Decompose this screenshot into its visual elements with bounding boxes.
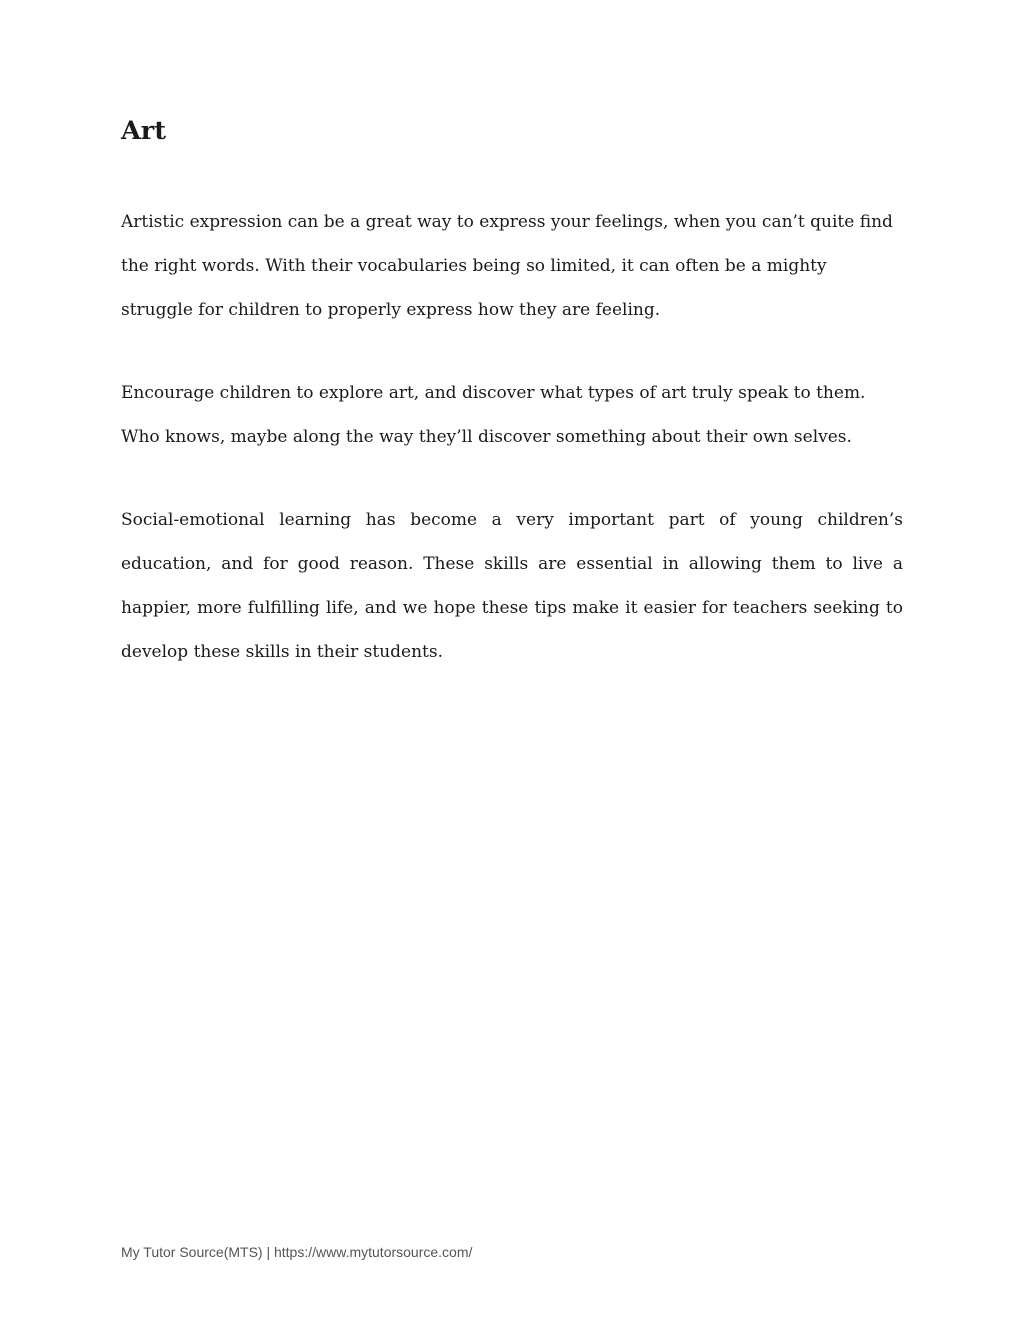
paragraph-social-emotional-learning: Social-emotional learning has become a very important part of young children’s education, and for good reason. These skills are essential in allowing them to live a happier, more fulfilling life, and we hope these tips make it easier for teachers seeking to develop these skills in their students. [121,510,903,662]
paragraph-artistic-expression: Artistic expression can be a great way to express your feelings, when you can’t quite find the right words. With their vocabularies being so limited, it can often be a mighty struggle for children to properly express how they are feeling. [121,212,893,320]
section-heading: Art [121,116,166,146]
document-body [121,117,903,674]
paragraph-encourage-children: Encourage children to explore art, and discover what types of art truly speak to them. Who knows, maybe along the way they’ll discover something about their own selves. [121,383,866,447]
page-footer: My Tutor Source(MTS) | https://www.mytutorsource.com/ [121,1244,473,1260]
